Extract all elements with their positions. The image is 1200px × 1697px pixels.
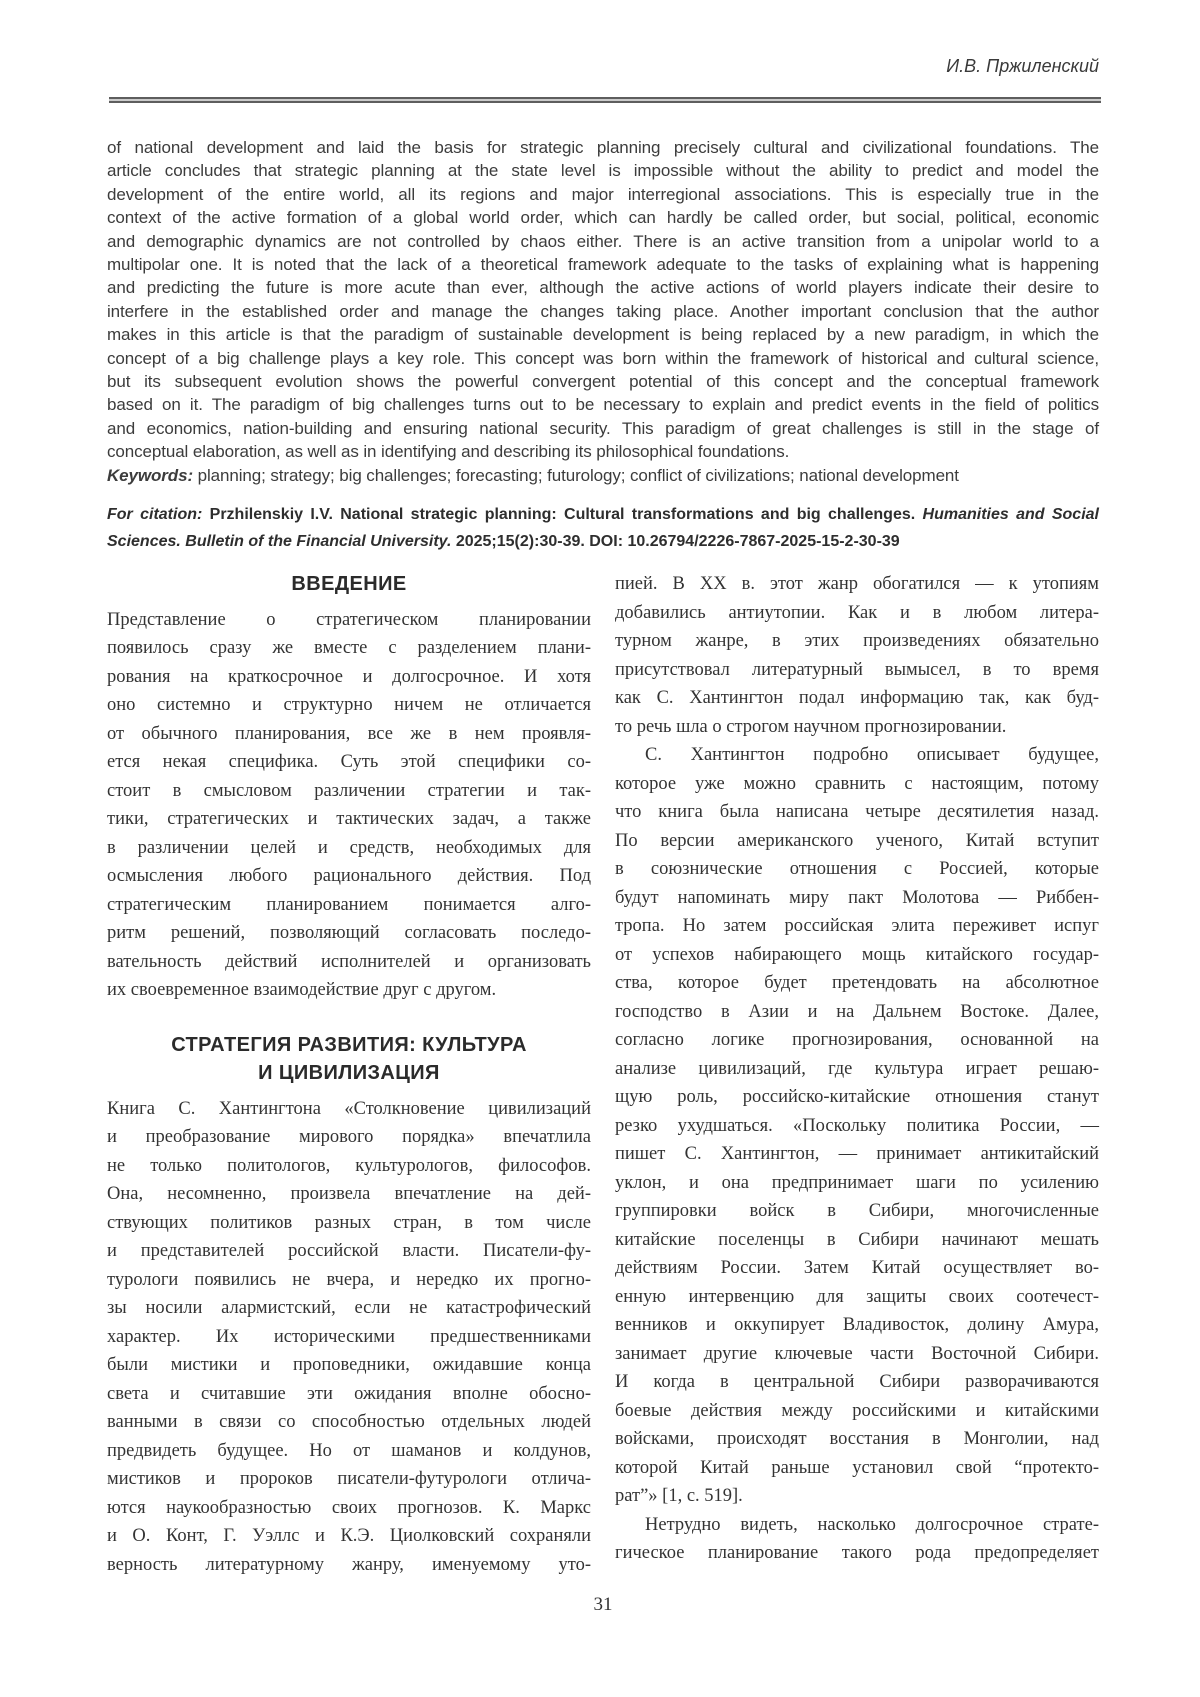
text-line: ритм решений, позволяющий согласовать последо- (107, 923, 591, 943)
paragraph (107, 606, 591, 1005)
text-line: которое уже можно сравнить с настоящим, потому (615, 773, 1099, 794)
text-line: article concludes that strategic planning at the state level is impossible without the ability to predict and model the (107, 161, 1099, 181)
text-line: стоит в смысловом различении стратегии и так- (107, 780, 591, 801)
text-line: действиям России. Затем Китай осуществляет во- (615, 1258, 1099, 1278)
citation-label: For citation: (107, 506, 203, 523)
paragraph (107, 1095, 591, 1580)
running-head-author: И.В. Пржиленский (946, 56, 1099, 76)
text-line: то речь шла о строгом научном прогнозировании. (615, 716, 1007, 737)
text-line: добавились антиутопии. Как и в любом литера- (615, 602, 1099, 623)
text-line: согласно логике прогнозирования, основанной на (615, 1030, 1099, 1050)
text-line: не только политологов, культурологов, философов. (107, 1155, 591, 1176)
text-line: верность литературному жанру, именуемому уто- (107, 1554, 591, 1575)
citation-ref: 2025;15(2):30-39. DOI: 10.26794/2226-7867-2025-15-2-30-39 (451, 532, 900, 550)
abstract-block (107, 136, 1099, 487)
text-line: multipolar one. It is noted that the lack of a theoretical framework adequate to the tasks of explaining what is happening (107, 255, 1099, 275)
text-line: context of the active formation of a global world order, which can hardly be called order, but social, political, economic (107, 208, 1099, 228)
text-line: предвидеть будущее. Но от шаманов и колдунов, (107, 1440, 591, 1461)
text-line: войсками, происходят восстания в Монголии, над (615, 1429, 1099, 1449)
text-line: боевые действия между российскими и китайскими (615, 1400, 1099, 1421)
paragraph (615, 1511, 1099, 1568)
text-line: турологи появились не вчера, и нередко их прогно- (107, 1269, 591, 1290)
text-line: И когда в центральной Сибири разворачиваются (615, 1372, 1099, 1392)
text-line: уклон, и она предпринимает шаги по усилению (615, 1172, 1099, 1193)
text-line: зы носили алармистский, если не катастрофический (107, 1298, 591, 1318)
text-line: ВВЕДЕНИЕ (291, 573, 407, 595)
text-line: и представителей российской власти. Писатели-фу- (107, 1241, 591, 1261)
text-line: енную интервенцию для защиты своих соотечест- (615, 1286, 1099, 1307)
text-line: of national development and laid the basis for strategic planning precisely cultural and civilizational foundations. The (107, 138, 1099, 157)
text-line: их своевременное взаимодействие друг с другом. (107, 980, 497, 1000)
citation-main: Przhilenskiy I.V. National strategic planning: Cultural transformations and big challenges. (202, 506, 923, 523)
text-line: Нетрудно видеть, насколько долгосрочное страте- (645, 1514, 1099, 1535)
text-line: тропа. Но затем российская элита переживет испуг (615, 916, 1099, 936)
abstract-text (107, 136, 1099, 464)
text-line: И ЦИВИЛИЗАЦИЯ (258, 1062, 440, 1084)
keywords-text: planning; strategy; big challenges; forecasting; futurology; conflict of civilizations; national development (193, 465, 959, 485)
text-line: появилось сразу же вместе с разделением плани- (107, 638, 591, 658)
text-line: турном жанре, в этих произведениях обязательно (615, 631, 1099, 651)
text-line: рат”» [1, с. 519]. (615, 1486, 743, 1506)
text-line: ются наукообразностью своих прогнозов. К. Маркс (107, 1497, 591, 1518)
text-line: были мистики и проповедники, ожидавшие конца (107, 1355, 591, 1375)
keywords-line (107, 464, 1099, 487)
text-line: interfere in the established order and manage the changes taking place. Another important conclusion that the author (107, 301, 1099, 321)
text-line: вательность действий исполнителей и организовать (107, 951, 591, 972)
column-left (107, 570, 591, 1579)
text-line: ствующих политиков разных стран, в том числе (107, 1212, 591, 1233)
text-line: гическое планирование такого рода предопределяет (615, 1543, 1099, 1563)
text-line: анализе цивилизаций, где культура играет решаю- (615, 1058, 1099, 1079)
text-line: от успехов набирающего мощь китайского государ- (615, 944, 1099, 965)
text-line: and predicting the future is more acute than ever, although the active actions of world players indicate their desire to (107, 278, 1099, 298)
text-line: ванными в связи со способностью отдельных людей (107, 1412, 591, 1432)
text-line: в союзнические отношения с Россией, которые (615, 859, 1099, 879)
text-line: development of the entire world, all its regions and major interregional associations. This is especially true in the (107, 184, 1099, 204)
text-line: присутствовал литературный вымысел, в то время (615, 659, 1099, 680)
text-line: будут напоминать миру пакт Молотова — Риббен- (615, 887, 1099, 908)
text-line: мистиков и пророков писатели-футурологи отлича- (107, 1469, 591, 1489)
header-divider-rule (109, 97, 1101, 103)
text-line: Книга С. Хантингтона «Столкновение цивилизаций (107, 1098, 591, 1119)
text-line: makes in this article is that the paradigm of sustainable development is being replaced by a new paradigm, in which the (107, 325, 1099, 345)
text-line: резко ухудшаться. «Поскольку политика России, — (615, 1115, 1099, 1136)
text-line: пией. В XX в. этот жанр обогатился — к утопиям (615, 574, 1099, 594)
text-line: венников и оккупирует Владивосток, долину Амура, (615, 1315, 1099, 1335)
text-line: осмысления любого рационального действия. Под (107, 866, 591, 886)
text-line: and demographic dynamics are not controlled by chaos either. There is an active transition from a unipolar world to a (107, 231, 1099, 251)
text-line: тики, стратегических и тактических задач, а также (107, 809, 591, 829)
text-line: Представление о стратегическом планировании (107, 609, 591, 630)
text-line: based on it. The paradigm of big challenges turns out to be necessary to explain and predict events in the field of politics (107, 395, 1099, 415)
text-line: щую роль, российско-китайские отношения станут (615, 1087, 1099, 1107)
two-column-body (107, 570, 1099, 1579)
text-line: от обычного планирования, все же в нем проявля- (107, 723, 591, 744)
text-line: китайские поселенцы в Сибири начинают мешать (615, 1229, 1099, 1250)
text-line: ется некая специфика. Суть этой специфики со- (107, 752, 591, 772)
text-line: СТРАТЕГИЯ РАЗВИТИЯ: КУЛЬТУРА (171, 1033, 527, 1056)
text-line: господство в Азии и на Дальнем Востоке. Далее, (615, 1001, 1099, 1022)
text-line: которой Китай раньше установил свой “протекто- (615, 1457, 1099, 1478)
text-line: стратегическим планированием понимается алго- (107, 894, 591, 915)
paragraph (615, 570, 1099, 741)
text-line: Она, несомненно, произвела впечатление на дей- (107, 1184, 591, 1204)
column-right (615, 570, 1099, 1579)
text-line: в различении целей и средств, необходимых для (107, 837, 591, 858)
text-line: concept of a big challenge plays a key role. This concept was born within the framework of historical and cultural science, (107, 348, 1099, 368)
page-number: 31 (593, 1594, 613, 1615)
text-line: пишет С. Хантингтон, — принимает антикитайский (615, 1144, 1099, 1164)
text-line: света и считавшие эти ожидания вполне обосно- (107, 1383, 591, 1404)
text-line: и О. Конт, Г. Уэллс и К.Э. Циолковский сохраняли (107, 1526, 591, 1546)
text-line: и преобразование мирового порядка» впечатлила (107, 1127, 591, 1147)
text-line: рования на краткосрочное и долгосрочное. И хотя (107, 666, 591, 687)
text-line: что книга была написана четыре десятилетия назад. (615, 802, 1099, 822)
section-heading (107, 1031, 591, 1088)
citation-journal: Humanities and Social Sciences. Bulletin of the Financial University. (107, 506, 1099, 550)
text-line: характер. Их историческими предшественниками (107, 1326, 591, 1347)
text-line: По версии американского ученого, Китай вступит (615, 830, 1099, 851)
paragraph (615, 741, 1099, 1511)
section-heading (107, 570, 591, 599)
text-line: ства, которое будет претендовать на абсолютное (615, 973, 1099, 993)
citation-block (107, 502, 1099, 555)
text-line: conceptual elaboration, as well as in identifying and describing its philosophical foundations. (107, 442, 790, 462)
text-line: оно системно и структурно ничем не отличается (107, 695, 591, 715)
keywords-label: Keywords: (107, 465, 194, 485)
text-line: С. Хантингтон подробно описывает будущее, (645, 745, 1099, 765)
text-line: как С. Хантингтон подал информацию так, как буд- (615, 688, 1099, 708)
text-line: группировки войск в Сибири, многочисленные (615, 1201, 1099, 1221)
text-line: but its subsequent evolution shows the powerful convergent potential of this concept and the conceptual framework (107, 372, 1099, 392)
text-line: занимает другие ключевые части Восточной Сибири. (615, 1343, 1099, 1364)
text-line: and economics, nation-building and ensuring national security. This paradigm of great challenges is still in the stage of (107, 418, 1099, 438)
paragraph (107, 136, 1099, 464)
